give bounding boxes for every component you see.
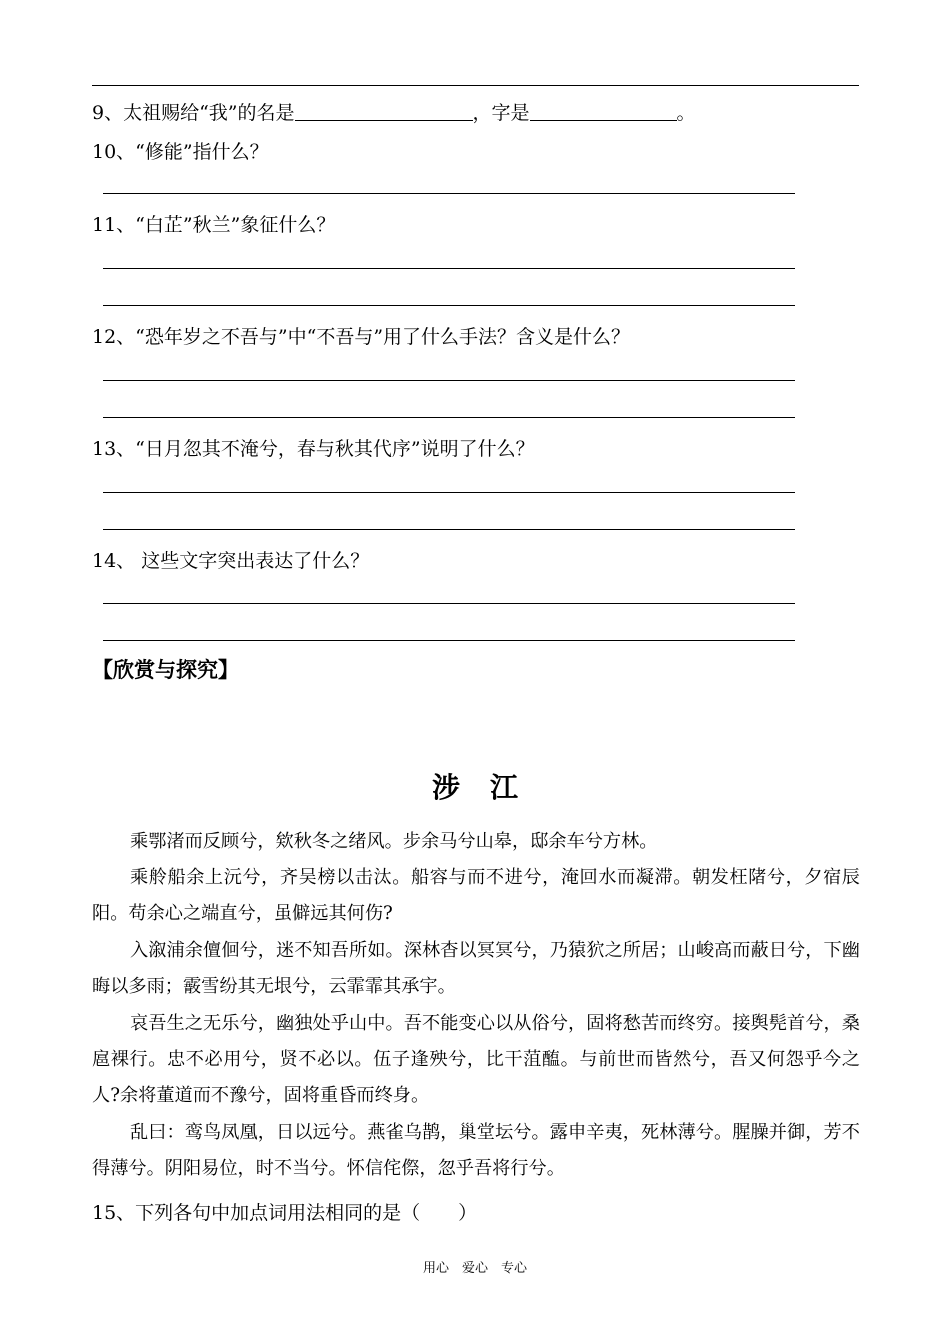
question-13: 13、“日月忽其不淹兮，春与秋其代序”说明了什么？ [92,438,535,460]
answer-line-14-1[interactable] [103,603,795,604]
poem-title: 涉江 [431,771,548,804]
question-10: 10、“修能”指什么？ [92,141,269,163]
answer-line-12-1[interactable] [103,380,795,381]
poem-paragraph-1: 乘鄂渚而反顾兮，欸秋冬之绪风。步余马兮山皋，邸余车兮方林。 [130,831,658,852]
section-heading: 【欣赏与探究】 [92,658,239,682]
answer-line-10-1[interactable] [103,193,795,194]
poem-paragraph-5: 乱曰：鸾鸟凤凰，日以远兮。燕雀乌鹊，巢堂坛兮。露申辛夷，死林薄兮。腥臊并御，芳不得薄兮。阴阳易位，时不当兮。怀信侘傺，忽乎吾将行兮。 [92,1122,860,1179]
question-14: 14、 这些文字突出表达了什么？ [92,550,370,572]
top-rule [92,85,859,86]
courtesy-name-blank[interactable] [530,100,677,121]
question-9-text-before: 9、太祖赐给“我”的名是 [92,102,295,124]
answer-line-11-1[interactable] [103,268,795,269]
name-blank[interactable] [295,100,473,121]
answer-line-13-2[interactable] [103,529,795,530]
page-footer: 用心 爱心 专心 [422,1261,527,1276]
poem-paragraph-2: 乘舲船余上沅兮，齐吴榜以击汰。船容与而不进兮，淹回水而凝滞。朝发枉陼兮，夕宿辰阳。苟余心之端直兮，虽僻远其何伤? [92,867,860,924]
question-9-text-after: 。 [676,102,696,124]
answer-line-13-1[interactable] [103,492,795,493]
poem-paragraph-3: 入溆浦余儃佪兮，迷不知吾所如。深林杳以冥冥兮，乃猿狖之所居；山峻高而蔽日兮，下幽晦以多雨；霰雪纷其无垠兮，云霏霏其承宇。 [92,940,860,997]
answer-line-12-2[interactable] [103,417,795,418]
question-12: 12、“恐年岁之不吾与”中“不吾与”用了什么手法？含义是什么？ [92,326,631,348]
question-9 [92,100,696,126]
question-15: 15、下列各句中加点词用法相同的是（ ） [92,1202,478,1224]
question-11: 11、“白芷”秋兰”象征什么？ [92,214,336,236]
question-9-text-middle: ，字是 [472,102,530,124]
poem-paragraph-4: 哀吾生之无乐兮，幽独处乎山中。吾不能变心以从俗兮，固将愁苦而终穷。接舆髡首兮，桑扈裸行。忠不必用兮，贤不必以。伍子逢殃兮，比干菹醢。与前世而皆然兮，吾又何怨乎今之人?余将董道而不豫兮，固将重昏而终身。 [92,1013,860,1106]
answer-line-11-2[interactable] [103,305,795,306]
answer-line-14-2[interactable] [103,640,795,641]
